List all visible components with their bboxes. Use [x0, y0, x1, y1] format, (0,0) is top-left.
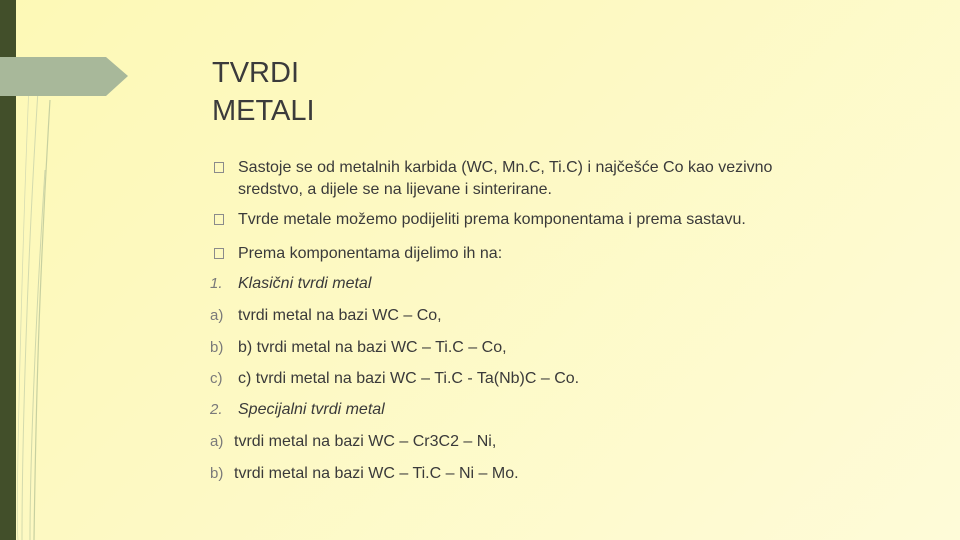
list-text: tvrdi metal na bazi WC – Cr3C2 – Ni,	[234, 433, 497, 450]
square-bullet-icon	[214, 214, 224, 225]
list-item	[210, 305, 442, 327]
list-item	[210, 431, 496, 453]
list-marker: a)	[210, 307, 224, 324]
bullet-2-line-1: Tvrde metale možemo podijeliti prema komponentama i prema sastavu.	[238, 211, 746, 228]
list-item	[210, 337, 507, 359]
list-text: tvrdi metal na bazi WC – Ti.C – Ni – Mo.	[234, 465, 519, 482]
bullet-1-line-2: sredstvo, a dijele se na lijevane i sinterirane.	[238, 181, 552, 198]
list-marker: c)	[210, 370, 223, 387]
list-item	[210, 463, 519, 485]
list-marker: 2.	[210, 401, 223, 418]
list-text: tvrdi metal na bazi WC – Co,	[238, 307, 442, 324]
bullet-3-line-1: Prema komponentama dijelimo ih na:	[238, 245, 503, 262]
square-bullet-icon	[214, 162, 224, 173]
list-text: Klasični tvrdi metal	[238, 275, 372, 292]
list-marker: a)	[210, 433, 224, 450]
square-bullet-icon	[214, 248, 224, 259]
bullet-1-line-1: Sastoje se od metalnih karbida (WC, Mn.C, Ti.C) i najčešće Co kao vezivno	[238, 159, 773, 176]
list-item	[210, 399, 385, 421]
list-text: b) tvrdi metal na bazi WC – Ti.C – Co,	[238, 339, 507, 356]
title-line-1: TVRDI	[212, 57, 299, 89]
title-line-2: METALI	[212, 95, 315, 127]
list-marker: b)	[210, 465, 224, 482]
list-text: c) tvrdi metal na bazi WC – Ti.C - Ta(Nb)C – Co.	[238, 370, 580, 387]
list-marker: 1.	[210, 275, 223, 292]
list-item	[210, 368, 579, 390]
list-item	[210, 273, 371, 295]
list-marker: b)	[210, 339, 224, 356]
list-text: Specijalni tvrdi metal	[238, 401, 385, 418]
